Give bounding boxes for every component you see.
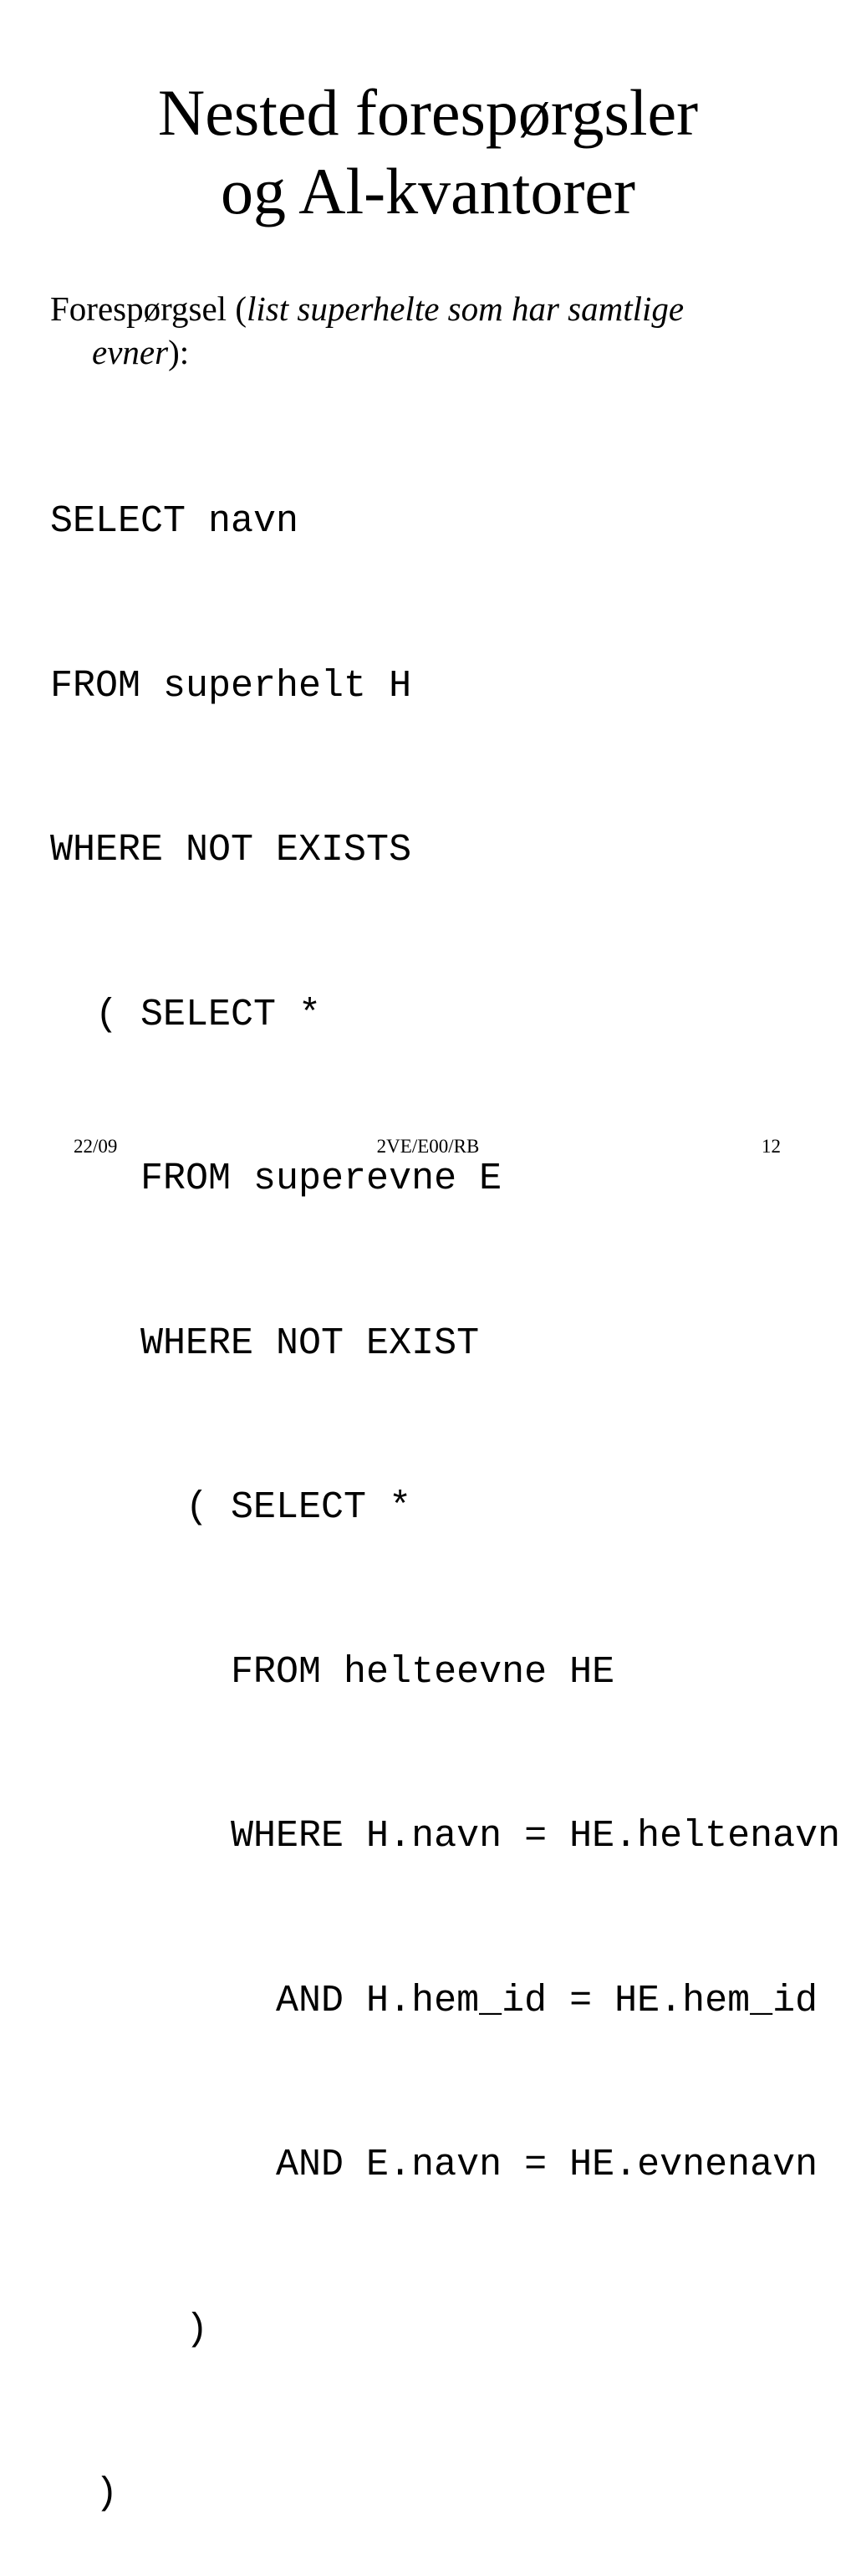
footer-page-number: 12 bbox=[762, 1136, 781, 1157]
query-description-suffix: ): bbox=[168, 333, 190, 371]
query-description bbox=[50, 287, 802, 374]
footer-date: 22/09 bbox=[74, 1136, 118, 1157]
footer-course-code: 2VE/E00/RB bbox=[376, 1136, 480, 1157]
sql-line: FROM helteevne HE bbox=[50, 1650, 615, 1694]
query-description-line-2 bbox=[50, 330, 802, 374]
sql-line: WHERE NOT EXISTS bbox=[50, 829, 412, 871]
sql-line: SELECT navn bbox=[50, 500, 299, 543]
sql-line: AND H.hem_id = HE.hem_id bbox=[50, 1979, 818, 2022]
sql-line: ) bbox=[50, 2472, 119, 2515]
sql-line: FROM superevne E bbox=[50, 1158, 502, 1200]
sql-line: WHERE H.navn = HE.heltenavn bbox=[50, 1815, 841, 1858]
query-description-prefix: Forespørgsel ( bbox=[50, 289, 247, 328]
slide-title-line-2: og Al-kvantorer bbox=[220, 155, 636, 227]
sql-line: ( SELECT * bbox=[50, 1486, 412, 1529]
sql-line: FROM superhelt H bbox=[50, 664, 412, 708]
sql-line: WHERE NOT EXIST bbox=[50, 1321, 480, 1365]
sql-line: ) bbox=[50, 2308, 209, 2351]
sql-line: ( SELECT * bbox=[50, 993, 322, 1036]
query-description-italic-1: list superhelte som har samtlige bbox=[246, 289, 685, 328]
query-description-italic-2: evner bbox=[92, 333, 169, 371]
slide-title-line-1: Nested forespørgsler bbox=[157, 76, 699, 149]
sql-line: AND E.navn = HE.evnenavn bbox=[50, 2144, 818, 2186]
slide-title bbox=[0, 74, 856, 231]
sql-code-block bbox=[50, 385, 840, 2576]
